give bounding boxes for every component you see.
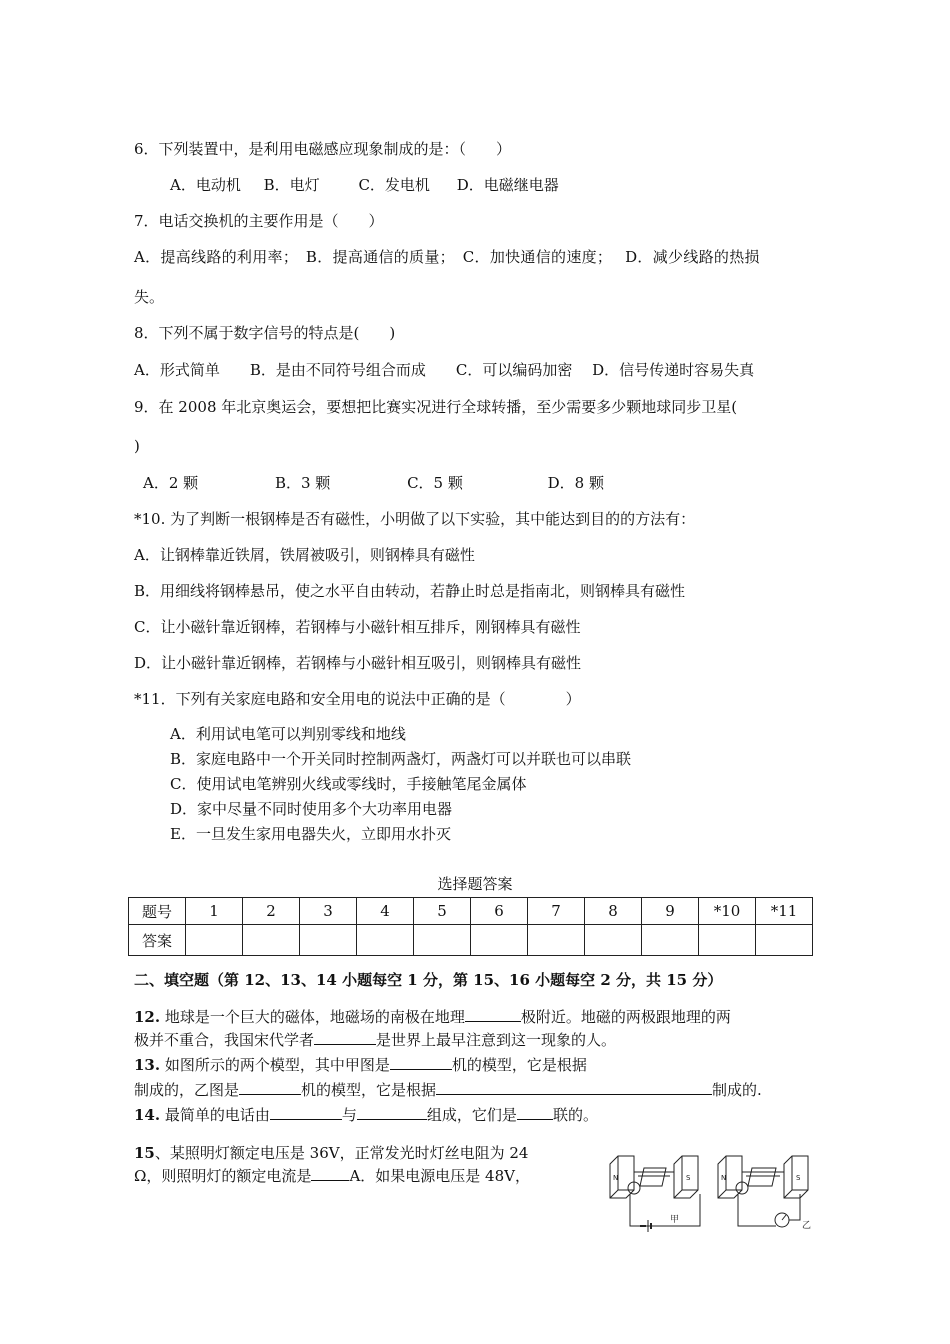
q13-text-d: 机的模型，它是根据 (301, 1081, 437, 1099)
q11-option-d: D．家中尽量不同时使用多个大功率用电器 (170, 800, 453, 818)
q13-blank-2[interactable] (239, 1080, 301, 1095)
q12-number: 12. (134, 1008, 161, 1026)
q8-stem: 8．下列不属于数字信号的特点是( ) (134, 324, 396, 342)
q13-text-c: 制成的，乙图是 (134, 1081, 240, 1099)
q14-text-b: 与 (341, 1106, 357, 1124)
answer-table-answer-row (129, 925, 813, 956)
answer-cell[interactable] (585, 925, 642, 956)
answer-table-number-cell: 4 (357, 898, 414, 925)
answer-table-number-cell: 9 (642, 898, 699, 925)
answer-table-number-cell: 8 (585, 898, 642, 925)
answer-table-number-cell: *10 (699, 898, 756, 925)
q6-option-c: C．发电机 (358, 176, 430, 194)
q13-line1 (134, 1055, 587, 1075)
answer-table-number-cell: 5 (414, 898, 471, 925)
pole-s-jia: S (686, 1174, 691, 1182)
q13-blank-1[interactable] (390, 1055, 452, 1070)
q12-text-b: 极附近。地磁的两极跟地理的两 (520, 1008, 731, 1026)
pole-n-jia: N (613, 1174, 619, 1182)
q14-text-c: 组成，它们是 (426, 1106, 517, 1124)
answer-cell[interactable] (756, 925, 813, 956)
q13-text-a: 如图所示的两个模型，其中甲图是 (164, 1056, 390, 1074)
answer-cell[interactable] (699, 925, 756, 956)
answer-table-number-cell: 1 (186, 898, 243, 925)
answer-table-header-number: 题号 (129, 898, 186, 925)
q15-line1 (134, 1143, 528, 1163)
q11-option-e: E．一旦发生家用电器失火，立即用水扑灭 (170, 825, 451, 843)
q9-stem: 9．在 2008 年北京奥运会，要想把比赛实况进行全球转播，至少需要多少颗地球同步卫星( (134, 398, 738, 416)
q7-options-cont: 失。 (134, 288, 165, 306)
answer-table (128, 897, 813, 956)
answer-cell[interactable] (642, 925, 699, 956)
q15-line2 (134, 1166, 530, 1186)
q15-text-b: Ω，则照明灯的额定电流是 (134, 1167, 312, 1185)
q11-option-b: B．家庭电路中一个开关同时控制两盏灯，两盏灯可以并联也可以串联 (170, 750, 632, 768)
figure-label-jia: 甲 (670, 1215, 680, 1225)
q11-stem: *11．下列有关家庭电路和安全用电的说法中正确的是（ ） (134, 690, 581, 708)
answer-cell[interactable] (528, 925, 585, 956)
q9-option-d: D．8 颗 (547, 474, 604, 492)
answer-cell[interactable] (243, 925, 300, 956)
q9-option-b: B．3 颗 (274, 474, 331, 492)
q12-line2 (134, 1030, 616, 1050)
q9-option-c: C．5 颗 (407, 474, 463, 492)
q12-line1 (134, 1007, 731, 1027)
answer-table-number-cell: 3 (300, 898, 357, 925)
figure-yi (718, 1156, 808, 1227)
q15-text-c: A．如果电源电压是 48V， (349, 1167, 530, 1185)
q15-number: 15 (134, 1144, 155, 1162)
answer-cell[interactable] (414, 925, 471, 956)
answer-table-number-cell: 6 (471, 898, 528, 925)
answer-table-header-answer: 答案 (129, 925, 186, 956)
q11-option-a: A．利用试电笔可以判别零线和地线 (170, 725, 406, 743)
q13-line2 (134, 1080, 762, 1100)
q8-options: A．形式简单 B．是由不同符号组合而成 C．可以编码加密 D．信号传递时容易失真 (134, 361, 755, 379)
q12-text-a: 地球是一个巨大的磁体，地磁场的南极在地理 (164, 1008, 465, 1026)
q11-option-c: C．使用试电笔辨别火线或零线时，手接触笔尾金属体 (170, 775, 527, 793)
q12-blank-2[interactable] (314, 1030, 376, 1045)
q13-blank-3[interactable] (436, 1080, 712, 1095)
q12-text-c: 极并不重合，我国宋代学者 (134, 1031, 315, 1049)
answer-cell[interactable] (186, 925, 243, 956)
q12-text-d: 是世界上最早注意到这一现象的人。 (376, 1031, 617, 1049)
figure-label-yi: 乙 (802, 1221, 812, 1231)
answer-table-number-cell: 7 (528, 898, 585, 925)
q15-text-a: 、某照明灯额定电压是 36V，正常发光时灯丝电阻为 24 (154, 1144, 529, 1162)
answer-table-number-row (129, 898, 813, 925)
q9-options (143, 473, 604, 493)
q14-blank-1[interactable] (270, 1105, 342, 1120)
q14-blank-3[interactable] (517, 1105, 553, 1120)
q13-text-b: 机的模型，它是根据 (451, 1056, 587, 1074)
q13-text-e: 制成的. (712, 1081, 762, 1099)
motor-generator-figure (604, 1150, 824, 1234)
q6-options (170, 175, 559, 195)
figure-jia (610, 1156, 700, 1232)
answer-cell[interactable] (300, 925, 357, 956)
q6-option-d: D．电磁继电器 (456, 176, 559, 194)
q14-text-d: 联的。 (552, 1106, 598, 1124)
answer-cell[interactable] (471, 925, 528, 956)
q10-option-c: C．让小磁针靠近钢棒，若钢棒与小磁针相互排斥，刚钢棒具有磁性 (134, 618, 581, 636)
answer-table-number-cell: 2 (243, 898, 300, 925)
q9-option-a: A．2 颗 (143, 474, 199, 492)
q10-stem: *10. 为了判断一根钢棒是否有磁性，小明做了以下实验，其中能达到目的的方法有： (134, 510, 696, 528)
q14-number: 14. (134, 1106, 161, 1124)
q12-blank-1[interactable] (465, 1007, 521, 1022)
q10-option-b: B．用细线将钢棒悬吊，使之水平自由转动，若静止时总是指南北，则钢棒具有磁性 (134, 582, 686, 600)
q14-text-a: 最简单的电话由 (164, 1106, 270, 1124)
pole-n-yi: N (721, 1174, 727, 1182)
answer-table-number-cell: *11 (756, 898, 813, 925)
section-2-heading: 二、填空题（第 12、13、14 小题每空 1 分，第 15、16 小题每空 2 分，共 15 分） (134, 971, 723, 989)
q10-option-d: D．让小磁针靠近钢棒，若钢棒与小磁针相互吸引，则钢棒具有磁性 (134, 654, 582, 672)
q10-option-a: A．让钢棒靠近铁屑，铁屑被吸引，则钢棒具有磁性 (134, 546, 475, 564)
q15-blank-1[interactable] (311, 1166, 349, 1181)
q14-blank-2[interactable] (357, 1105, 427, 1120)
q9-stem-end: ) (134, 437, 140, 455)
q6-option-b: B．电灯 (263, 176, 320, 194)
q13-number: 13. (134, 1056, 161, 1074)
q7-options: A．提高线路的利用率； B．提高通信的质量； C．加快通信的速度； D．减少线路的热损 (134, 248, 760, 266)
pole-s-yi: S (796, 1174, 801, 1182)
q6-option-a: A．电动机 (170, 176, 241, 194)
q6-stem: 6．下列装置中，是利用电磁感应现象制成的是：（ ） (134, 140, 512, 158)
answer-table-caption: 选择题答案 (437, 875, 513, 893)
q14-line (134, 1105, 598, 1125)
q7-stem: 7．电话交换机的主要作用是（ ） (134, 212, 384, 230)
answer-cell[interactable] (357, 925, 414, 956)
